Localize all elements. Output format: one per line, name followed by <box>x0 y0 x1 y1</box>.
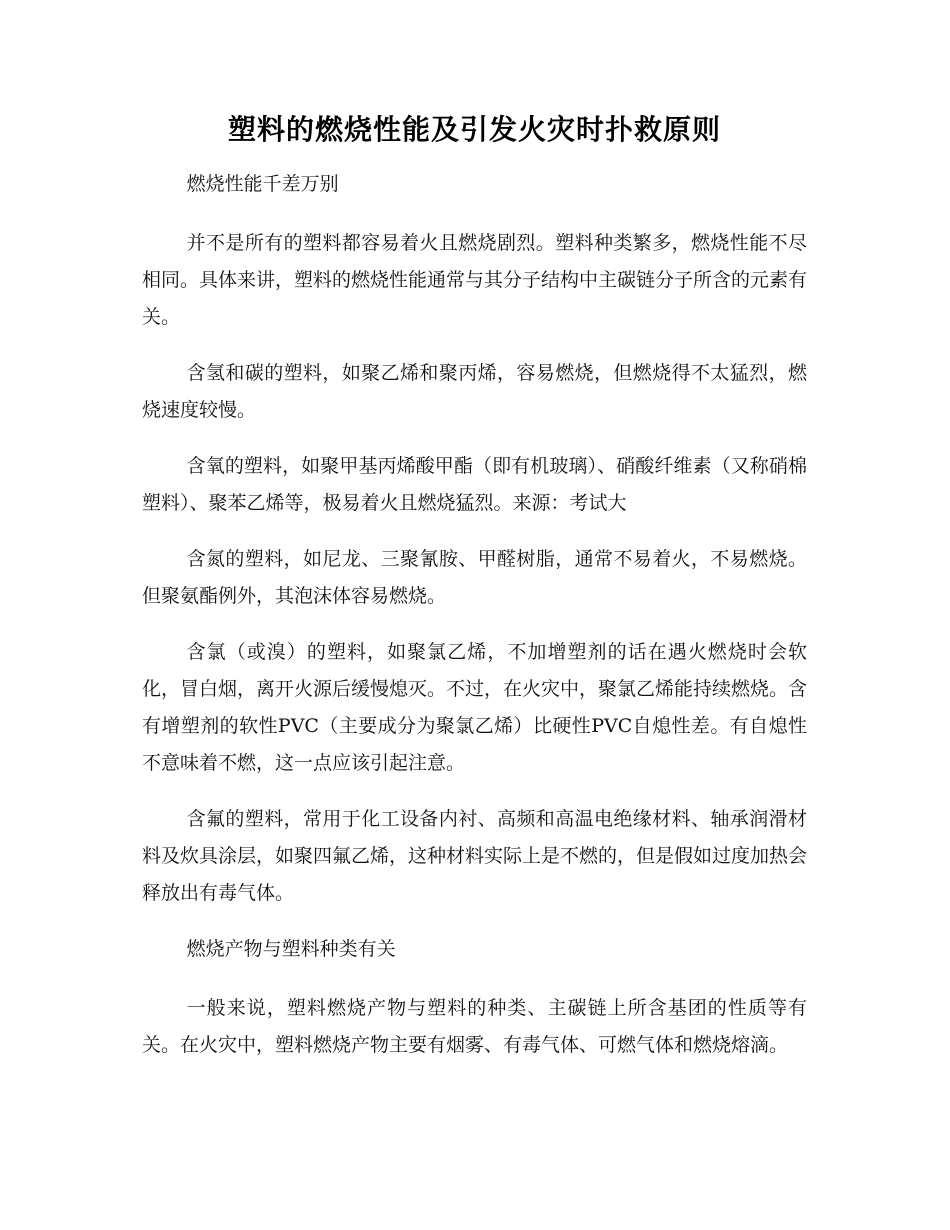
paragraph-fluorine: 含氟的塑料，常用于化工设备内衬、高频和高温电绝缘材料、轴承润滑材料及炊具涂层，如聚四氟乙烯，这种材料实际上是不燃的，但是假如过度加热会释放出有毒气体。 <box>142 808 808 904</box>
document-title: 塑料的燃烧性能及引发火灾时扑救原则 <box>227 113 721 146</box>
paragraph-oxygen: 含氧的塑料，如聚甲基丙烯酸甲酯（即有机玻璃）、硝酸纤维素（又称硝棉塑料）、聚苯乙烯等，极易着火且燃烧猛烈。来源：考试大 <box>142 455 807 514</box>
document-page <box>142 108 807 1083</box>
paragraph-nitrogen: 含氮的塑料，如尼龙、三聚氰胺、甲醛树脂，通常不易着火，不易燃烧。但聚氨酯例外，其泡沫体容易燃烧。 <box>142 548 807 607</box>
paragraph-chlorine-bromine: 含氯（或溴）的塑料，如聚氯乙烯，不加增塑剂的话在遇火燃烧时会软化，冒白烟，离开火源后缓慢熄灭。不过，在火灾中，聚氯乙烯能持续燃烧。含有增塑剂的软性PVC（主要成分为聚氯乙烯）比硬性PVC自熄性差。有自熄性不意味着不燃，这一点应该引起注意。 <box>142 641 808 774</box>
section-heading-combustion-products: 燃烧产物与塑料种类有关 <box>186 938 396 960</box>
paragraph-intro: 并不是所有的塑料都容易着火且燃烧剧烈。塑料种类繁多，燃烧性能不尽相同。具体来讲，塑料的燃烧性能通常与其分子结构中主碳链分子所含的元素有关。 <box>142 232 808 328</box>
paragraph-combustion-products: 一般来说，塑料燃烧产物与塑料的种类、主碳链上所含基团的性质等有关。在火灾中，塑料燃烧产物主要有烟雾、有毒气体、可燃气体和燃烧熔滴。 <box>142 997 807 1056</box>
section-heading-combustion-performance: 燃烧性能千差万别 <box>186 173 339 195</box>
paragraph-hydrogen-carbon: 含氢和碳的塑料，如聚乙烯和聚丙烯，容易燃烧，但燃烧得不太猛烈，燃烧速度较慢。 <box>142 362 807 421</box>
